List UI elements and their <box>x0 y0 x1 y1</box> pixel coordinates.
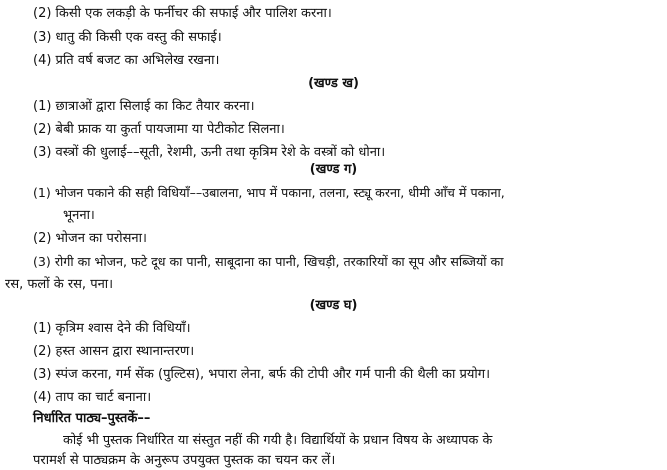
list-item: (2) हस्त आसन द्वारा स्थानान्तरण। <box>33 344 195 359</box>
list-item: (1) छात्राओं द्वारा सिलाई का किट तैयार करना। <box>33 99 255 114</box>
list-item-continuation: भूनना। <box>63 208 95 223</box>
list-item-continuation: रस, फलों के रस, पना। <box>5 277 114 292</box>
list-item: (4) प्रति वर्ष बजट का अभिलेख रखना। <box>33 53 220 68</box>
list-item: (2) भोजन का परोसना। <box>33 231 147 246</box>
section-heading-gha: (खण्ड घ) <box>309 298 358 313</box>
section-heading-ga: (खण्ड ग) <box>309 162 358 177</box>
list-item: (3) वस्त्रों की धुलाई––सूती, रेशमी, ऊनी तथा कृत्रिम रेशे के वस्त्रों को धोना। <box>33 145 386 160</box>
list-item: (1) भोजन पकाने की सही विधियाँ––उबालना, भाप में पकाना, तलना, स्ट्यू करना, धीमी आँच में पकाना, <box>33 185 505 200</box>
list-item: (1) कृत्रिम श्वास देने की विधियाँ। <box>33 321 191 336</box>
section-heading-kha: (खण्ड ख) <box>308 76 359 91</box>
list-item: (2) किसी एक लकड़ी के फर्नीचर की सफाई और पालिश करना। <box>33 6 332 21</box>
list-item: (3) स्पंज करना, गर्म सेंक (पुल्टिस), भपारा लेना, बर्फ की टोपी और गर्म पानी की थैली का प्रयोग। <box>33 367 491 382</box>
list-item: (3) धातु की किसी एक वस्तु की सफाई। <box>33 30 222 45</box>
list-item: (3) रोगी का भोजन, फटे दूध का पानी, साबूदाना का पानी, खिचड़ी, तरकारियों का सूप और सब्जियों का <box>33 254 504 269</box>
paragraph-line: परामर्श से पाठ्यक्रम के अनुरूप उपयुक्त पुस्तक का चयन कर लें। <box>33 453 336 468</box>
paragraph-line: कोई भी पुस्तक निर्धारित या संस्तुत नहीं की गयी है। विद्यार्थियों के प्रधान विषय के अध्यापक के <box>63 433 493 448</box>
list-item: (2) बेबी फ्राक या कुर्ता पायजामा या पेटीकोट सिलना। <box>33 122 285 137</box>
list-item: (4) ताप का चार्ट बनाना। <box>33 390 152 405</box>
textbooks-heading: निर्धारित पाठ्य–पुस्तकें–– <box>33 411 151 426</box>
